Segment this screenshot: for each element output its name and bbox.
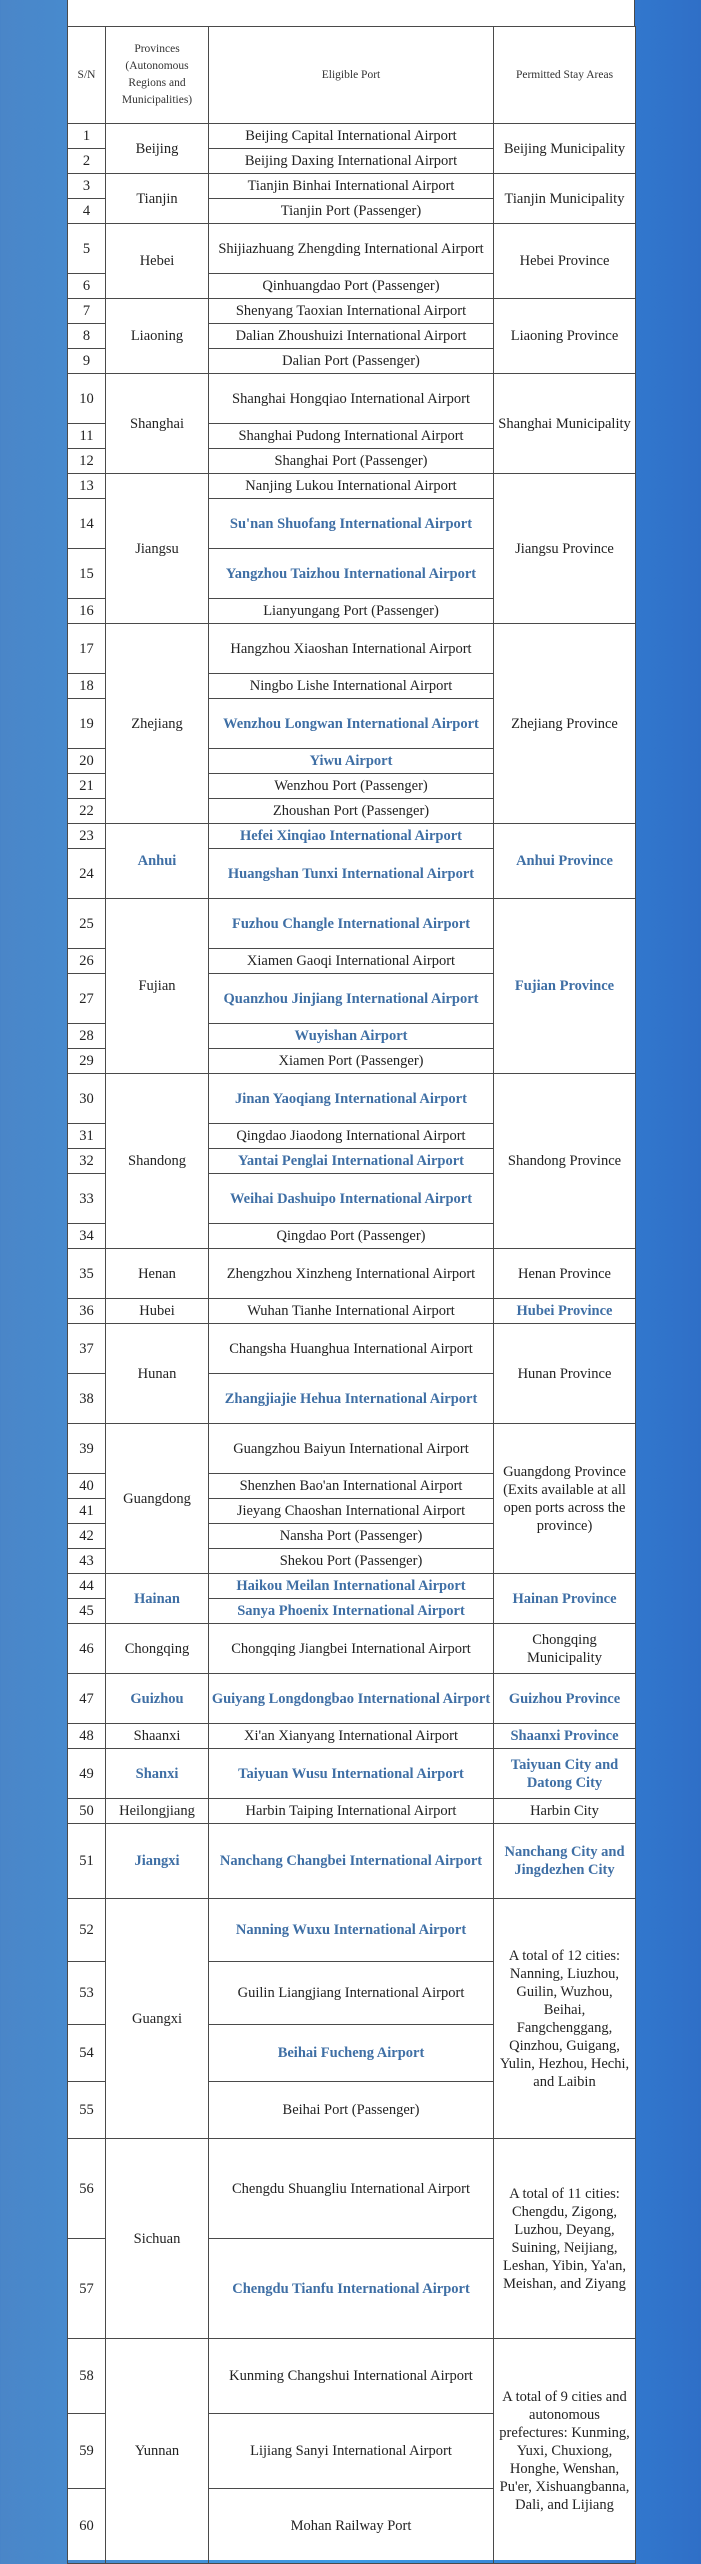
table-row bbox=[68, 299, 636, 324]
port-cell: Zhengzhou Xinzheng International Airport bbox=[209, 1249, 494, 1299]
province-cell: Chongqing bbox=[106, 1624, 209, 1674]
province-cell: Sichuan bbox=[106, 2139, 209, 2339]
sn-cell: 48 bbox=[68, 1724, 106, 1749]
sn-cell: 51 bbox=[68, 1824, 106, 1899]
sn-cell: 46 bbox=[68, 1624, 106, 1674]
province-cell: Guangdong bbox=[106, 1424, 209, 1574]
port-cell: Chengdu Shuangliu International Airport bbox=[209, 2139, 494, 2239]
port-cell: Shanghai Hongqiao International Airport bbox=[209, 374, 494, 424]
stay-area-cell: Nanchang City and Jingdezhen City bbox=[494, 1824, 636, 1899]
sn-cell: 18 bbox=[68, 674, 106, 699]
sn-cell: 17 bbox=[68, 624, 106, 674]
table-row bbox=[68, 1824, 636, 1899]
port-cell: Qingdao Port (Passenger) bbox=[209, 1224, 494, 1249]
stay-area-cell: Taiyuan City and Datong City bbox=[494, 1749, 636, 1799]
stay-area-cell: A total of 9 cities and autonomous prefectures: Kunming, Yuxi, Chuxiong, Honghe, Wenshan, Pu'er, Xishuangbanna, Dali, and Lijiang bbox=[494, 2339, 636, 2564]
table-row bbox=[68, 2339, 636, 2414]
province-cell: Shandong bbox=[106, 1074, 209, 1249]
port-cell: Xiamen Gaoqi International Airport bbox=[209, 949, 494, 974]
sn-cell: 23 bbox=[68, 824, 106, 849]
port-cell: Lijiang Sanyi International Airport bbox=[209, 2414, 494, 2489]
table-row bbox=[68, 1574, 636, 1599]
port-cell: Lianyungang Port (Passenger) bbox=[209, 599, 494, 624]
port-cell: Qinhuangdao Port (Passenger) bbox=[209, 274, 494, 299]
port-cell: Dalian Port (Passenger) bbox=[209, 349, 494, 374]
stay-area-cell: A total of 11 cities: Chengdu, Zigong, Luzhou, Deyang, Suining, Neijiang, Leshan, Yibin, Ya'an, Meishan, and Ziyang bbox=[494, 2139, 636, 2339]
port-cell: Tianjin Binhai International Airport bbox=[209, 174, 494, 199]
sn-cell: 30 bbox=[68, 1074, 106, 1124]
port-cell: Beijing Capital International Airport bbox=[209, 124, 494, 149]
sn-cell: 22 bbox=[68, 799, 106, 824]
port-cell: Zhoushan Port (Passenger) bbox=[209, 799, 494, 824]
sn-cell: 14 bbox=[68, 499, 106, 549]
header-sn: S/N bbox=[68, 27, 106, 124]
sn-cell: 42 bbox=[68, 1524, 106, 1549]
sn-cell: 38 bbox=[68, 1374, 106, 1424]
table-row bbox=[68, 124, 636, 149]
table-row bbox=[68, 1299, 636, 1324]
port-cell: Hangzhou Xiaoshan International Airport bbox=[209, 624, 494, 674]
top-band bbox=[67, 0, 635, 26]
port-cell: Tianjin Port (Passenger) bbox=[209, 199, 494, 224]
sn-cell: 29 bbox=[68, 1049, 106, 1074]
sn-cell: 40 bbox=[68, 1474, 106, 1499]
sn-cell: 37 bbox=[68, 1324, 106, 1374]
province-cell: Hebei bbox=[106, 224, 209, 299]
port-cell: Kunming Changshui International Airport bbox=[209, 2339, 494, 2414]
sn-cell: 31 bbox=[68, 1124, 106, 1149]
sn-cell: 53 bbox=[68, 1962, 106, 2025]
port-cell: Jieyang Chaoshan International Airport bbox=[209, 1499, 494, 1524]
sn-cell: 54 bbox=[68, 2025, 106, 2082]
sn-cell: 33 bbox=[68, 1174, 106, 1224]
port-cell: Zhangjiajie Hehua International Airport bbox=[209, 1374, 494, 1424]
sn-cell: 24 bbox=[68, 849, 106, 899]
sn-cell: 47 bbox=[68, 1674, 106, 1724]
port-cell: Beihai Port (Passenger) bbox=[209, 2082, 494, 2139]
sn-cell: 19 bbox=[68, 699, 106, 749]
port-cell: Shenzhen Bao'an International Airport bbox=[209, 1474, 494, 1499]
port-cell: Dalian Zhoushuizi International Airport bbox=[209, 324, 494, 349]
province-cell: Yunnan bbox=[106, 2339, 209, 2564]
stay-area-cell: Hubei Province bbox=[494, 1299, 636, 1324]
port-cell: Wenzhou Port (Passenger) bbox=[209, 774, 494, 799]
province-cell: Henan bbox=[106, 1249, 209, 1299]
table-row bbox=[68, 824, 636, 849]
province-cell: Zhejiang bbox=[106, 624, 209, 824]
sn-cell: 35 bbox=[68, 1249, 106, 1299]
sn-cell: 60 bbox=[68, 2489, 106, 2564]
port-cell: Huangshan Tunxi International Airport bbox=[209, 849, 494, 899]
sn-cell: 59 bbox=[68, 2414, 106, 2489]
sn-cell: 16 bbox=[68, 599, 106, 624]
province-cell: Hainan bbox=[106, 1574, 209, 1624]
province-cell: Shanxi bbox=[106, 1749, 209, 1799]
stay-area-cell: Fujian Province bbox=[494, 899, 636, 1074]
port-cell: Yiwu Airport bbox=[209, 749, 494, 774]
stay-area-cell: Hainan Province bbox=[494, 1574, 636, 1624]
province-cell: Hunan bbox=[106, 1324, 209, 1424]
sn-cell: 44 bbox=[68, 1574, 106, 1599]
table-body bbox=[68, 124, 636, 2564]
province-cell: Fujian bbox=[106, 899, 209, 1074]
stay-area-cell: Jiangsu Province bbox=[494, 474, 636, 624]
stay-area-cell: Anhui Province bbox=[494, 824, 636, 899]
stay-area-cell: Tianjin Municipality bbox=[494, 174, 636, 224]
header-stay: Permitted Stay Areas bbox=[494, 27, 636, 124]
table-row bbox=[68, 1724, 636, 1749]
port-cell: Qingdao Jiaodong International Airport bbox=[209, 1124, 494, 1149]
sn-cell: 10 bbox=[68, 374, 106, 424]
sn-cell: 6 bbox=[68, 274, 106, 299]
port-cell: Harbin Taiping International Airport bbox=[209, 1799, 494, 1824]
port-cell: Changsha Huanghua International Airport bbox=[209, 1324, 494, 1374]
port-cell: Haikou Meilan International Airport bbox=[209, 1574, 494, 1599]
port-cell: Ningbo Lishe International Airport bbox=[209, 674, 494, 699]
port-cell: Fuzhou Changle International Airport bbox=[209, 899, 494, 949]
sn-cell: 56 bbox=[68, 2139, 106, 2239]
sn-cell: 8 bbox=[68, 324, 106, 349]
sn-cell: 36 bbox=[68, 1299, 106, 1324]
sn-cell: 15 bbox=[68, 549, 106, 599]
province-cell: Hubei bbox=[106, 1299, 209, 1324]
table-row bbox=[68, 1324, 636, 1374]
table-row bbox=[68, 174, 636, 199]
header-province: Provinces (Autonomous Regions and Municipalities) bbox=[106, 27, 209, 124]
port-cell: Sanya Phoenix International Airport bbox=[209, 1599, 494, 1624]
sn-cell: 45 bbox=[68, 1599, 106, 1624]
port-cell: Guiyang Longdongbao International Airport bbox=[209, 1674, 494, 1724]
stay-area-cell: Chongqing Municipality bbox=[494, 1624, 636, 1674]
province-cell: Heilongjiang bbox=[106, 1799, 209, 1824]
sn-cell: 52 bbox=[68, 1899, 106, 1962]
sn-cell: 2 bbox=[68, 149, 106, 174]
port-cell: Xiamen Port (Passenger) bbox=[209, 1049, 494, 1074]
province-cell: Tianjin bbox=[106, 174, 209, 224]
province-cell: Jiangxi bbox=[106, 1824, 209, 1899]
province-cell: Guangxi bbox=[106, 1899, 209, 2139]
ports-table bbox=[67, 26, 636, 2564]
province-cell: Shaanxi bbox=[106, 1724, 209, 1749]
stay-area-cell: Guangdong Province (Exits available at all open ports across the province) bbox=[494, 1424, 636, 1574]
document-sheet bbox=[67, 0, 635, 2560]
port-cell: Beihai Fucheng Airport bbox=[209, 2025, 494, 2082]
table-row bbox=[68, 224, 636, 274]
port-cell: Shanghai Port (Passenger) bbox=[209, 449, 494, 474]
province-cell: Anhui bbox=[106, 824, 209, 899]
stay-area-cell: Beijing Municipality bbox=[494, 124, 636, 174]
port-cell: Jinan Yaoqiang International Airport bbox=[209, 1074, 494, 1124]
port-cell: Chongqing Jiangbei International Airport bbox=[209, 1624, 494, 1674]
port-cell: Xi'an Xianyang International Airport bbox=[209, 1724, 494, 1749]
port-cell: Nanning Wuxu International Airport bbox=[209, 1899, 494, 1962]
sn-cell: 43 bbox=[68, 1549, 106, 1574]
sn-cell: 58 bbox=[68, 2339, 106, 2414]
province-cell: Jiangsu bbox=[106, 474, 209, 624]
province-cell: Liaoning bbox=[106, 299, 209, 374]
stay-area-cell: Shanghai Municipality bbox=[494, 374, 636, 474]
port-cell: Nansha Port (Passenger) bbox=[209, 1524, 494, 1549]
table-row bbox=[68, 1674, 636, 1724]
port-cell: Shijiazhuang Zhengding International Airport bbox=[209, 224, 494, 274]
table-row bbox=[68, 1624, 636, 1674]
sn-cell: 5 bbox=[68, 224, 106, 274]
stay-area-cell: Shandong Province bbox=[494, 1074, 636, 1249]
port-cell: Wuyishan Airport bbox=[209, 1024, 494, 1049]
port-cell: Taiyuan Wusu International Airport bbox=[209, 1749, 494, 1799]
sn-cell: 32 bbox=[68, 1149, 106, 1174]
port-cell: Shanghai Pudong International Airport bbox=[209, 424, 494, 449]
port-cell: Yantai Penglai International Airport bbox=[209, 1149, 494, 1174]
sn-cell: 11 bbox=[68, 424, 106, 449]
stay-area-cell: Zhejiang Province bbox=[494, 624, 636, 824]
stay-area-cell: Hunan Province bbox=[494, 1324, 636, 1424]
port-cell: Chengdu Tianfu International Airport bbox=[209, 2239, 494, 2339]
sn-cell: 41 bbox=[68, 1499, 106, 1524]
sn-cell: 3 bbox=[68, 174, 106, 199]
stay-area-cell: Guizhou Province bbox=[494, 1674, 636, 1724]
sn-cell: 20 bbox=[68, 749, 106, 774]
port-cell: Su'nan Shuofang International Airport bbox=[209, 499, 494, 549]
port-cell: Wenzhou Longwan International Airport bbox=[209, 699, 494, 749]
stay-area-cell: A total of 12 cities: Nanning, Liuzhou, Guilin, Wuzhou, Beihai, Fangchenggang, Qinzhou, Guigang, Yulin, Hezhou, Hechi, and Laibin bbox=[494, 1899, 636, 2139]
table-row bbox=[68, 1424, 636, 1474]
port-cell: Weihai Dashuipo International Airport bbox=[209, 1174, 494, 1224]
table-row bbox=[68, 1799, 636, 1824]
table-row bbox=[68, 899, 636, 949]
port-cell: Mohan Railway Port bbox=[209, 2489, 494, 2564]
sn-cell: 26 bbox=[68, 949, 106, 974]
port-cell: Nanjing Lukou International Airport bbox=[209, 474, 494, 499]
stay-area-cell: Hebei Province bbox=[494, 224, 636, 299]
sn-cell: 9 bbox=[68, 349, 106, 374]
sn-cell: 55 bbox=[68, 2082, 106, 2139]
sn-cell: 25 bbox=[68, 899, 106, 949]
table-row bbox=[68, 1074, 636, 1124]
sn-cell: 1 bbox=[68, 124, 106, 149]
sn-cell: 7 bbox=[68, 299, 106, 324]
header-port: Eligible Port bbox=[209, 27, 494, 124]
sn-cell: 28 bbox=[68, 1024, 106, 1049]
sn-cell: 49 bbox=[68, 1749, 106, 1799]
stay-area-cell: Shaanxi Province bbox=[494, 1724, 636, 1749]
port-cell: Shenyang Taoxian International Airport bbox=[209, 299, 494, 324]
sn-cell: 57 bbox=[68, 2239, 106, 2339]
table-row bbox=[68, 1899, 636, 1962]
port-cell: Guilin Liangjiang International Airport bbox=[209, 1962, 494, 2025]
header-row bbox=[68, 27, 636, 124]
table-row bbox=[68, 1749, 636, 1799]
sn-cell: 12 bbox=[68, 449, 106, 474]
port-cell: Hefei Xinqiao International Airport bbox=[209, 824, 494, 849]
sn-cell: 4 bbox=[68, 199, 106, 224]
sn-cell: 34 bbox=[68, 1224, 106, 1249]
province-cell: Beijing bbox=[106, 124, 209, 174]
table-row bbox=[68, 624, 636, 674]
table-row bbox=[68, 374, 636, 424]
stay-area-cell: Harbin City bbox=[494, 1799, 636, 1824]
sn-cell: 27 bbox=[68, 974, 106, 1024]
port-cell: Nanchang Changbei International Airport bbox=[209, 1824, 494, 1899]
port-cell: Shekou Port (Passenger) bbox=[209, 1549, 494, 1574]
province-cell: Shanghai bbox=[106, 374, 209, 474]
table-row bbox=[68, 1249, 636, 1299]
sn-cell: 39 bbox=[68, 1424, 106, 1474]
province-cell: Guizhou bbox=[106, 1674, 209, 1724]
table-row bbox=[68, 2139, 636, 2239]
port-cell: Guangzhou Baiyun International Airport bbox=[209, 1424, 494, 1474]
port-cell: Yangzhou Taizhou International Airport bbox=[209, 549, 494, 599]
stay-area-cell: Henan Province bbox=[494, 1249, 636, 1299]
port-cell: Wuhan Tianhe International Airport bbox=[209, 1299, 494, 1324]
port-cell: Beijing Daxing International Airport bbox=[209, 149, 494, 174]
port-cell: Quanzhou Jinjiang International Airport bbox=[209, 974, 494, 1024]
sn-cell: 21 bbox=[68, 774, 106, 799]
table-row bbox=[68, 474, 636, 499]
stay-area-cell: Liaoning Province bbox=[494, 299, 636, 374]
sn-cell: 13 bbox=[68, 474, 106, 499]
sn-cell: 50 bbox=[68, 1799, 106, 1824]
